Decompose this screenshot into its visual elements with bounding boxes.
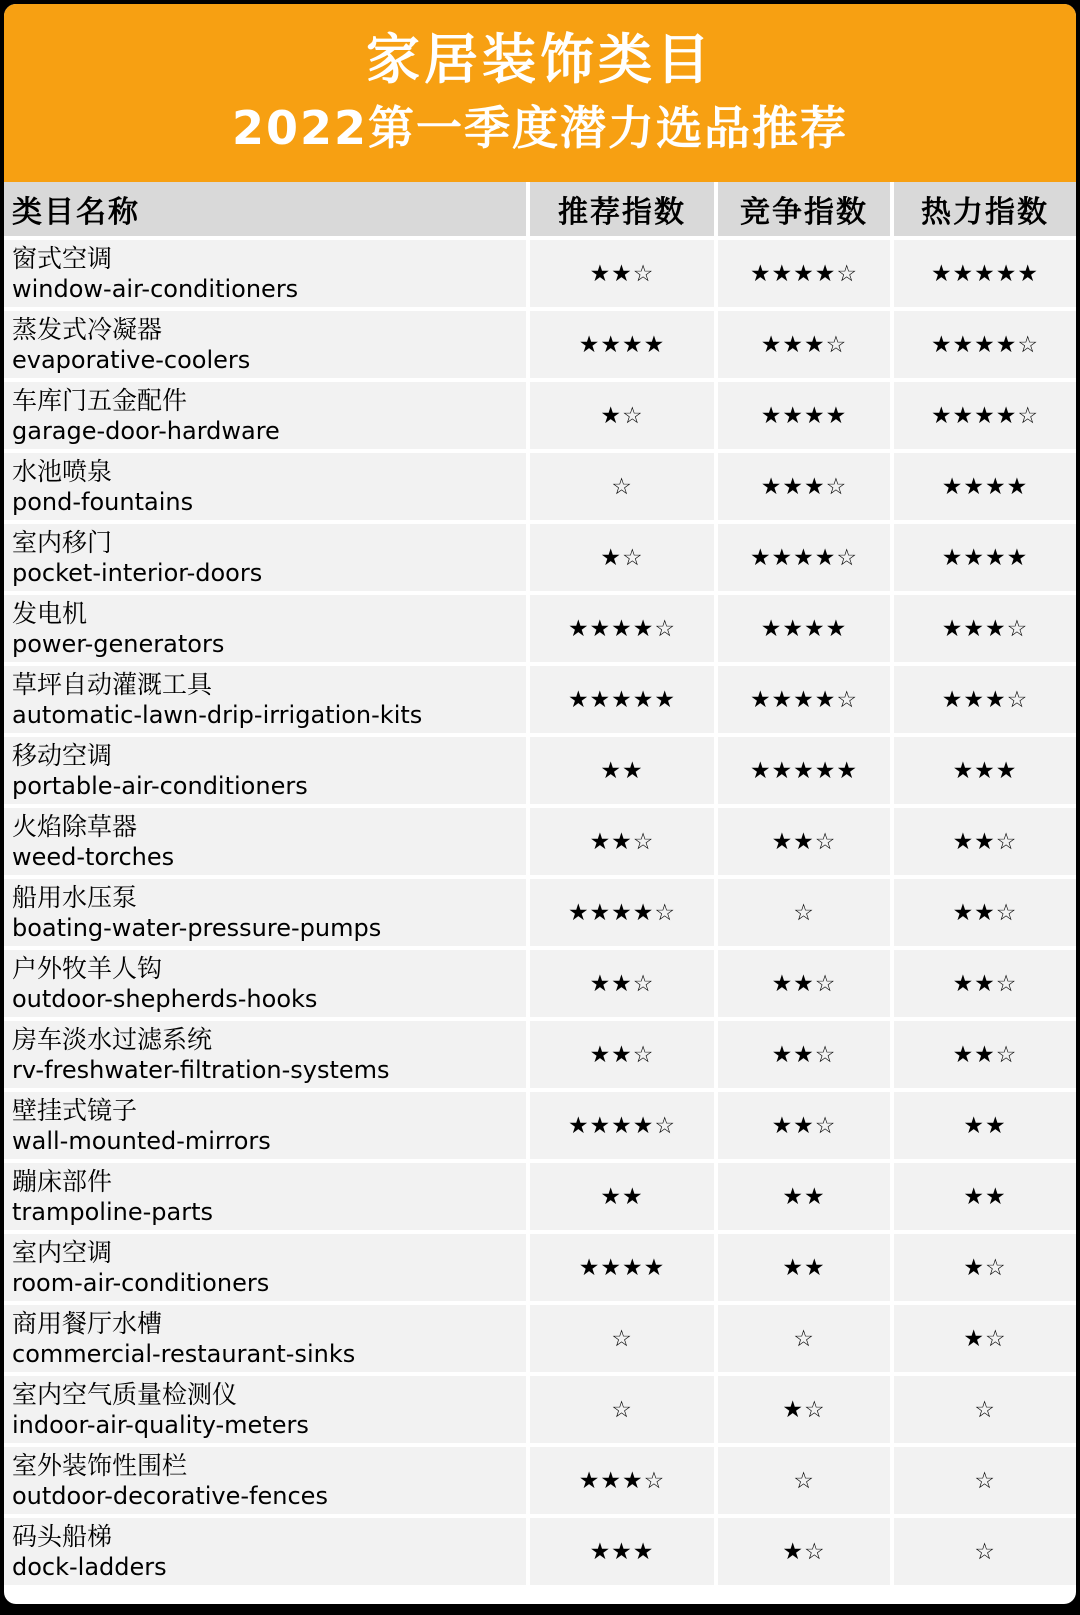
heat-index-stars: ★★★: [952, 757, 1018, 784]
category-name-english: power-generators: [12, 629, 225, 658]
recommend-index-stars: ★★: [600, 1183, 644, 1210]
category-name-cell: [4, 309, 528, 380]
recommend-index-stars: ★☆: [600, 544, 644, 571]
recommend-index-stars-cell: [528, 1516, 716, 1587]
category-name-chinese: 水池喷泉: [12, 456, 113, 486]
recommend-index-stars: ★★★☆: [578, 1467, 666, 1494]
competition-index-stars: ☆: [793, 1325, 815, 1352]
recommend-index-stars-cell: [528, 238, 716, 309]
category-name-english: pocket-interior-doors: [12, 558, 263, 587]
heat-index-stars-cell: [892, 238, 1076, 309]
heat-index-stars-cell: [892, 1090, 1076, 1161]
heat-index-stars: ★★★☆: [941, 615, 1029, 642]
table-row: [4, 806, 1076, 877]
heat-index-stars-cell: [892, 451, 1076, 522]
recommend-index-stars-cell: [528, 877, 716, 948]
heat-index-stars-cell: [892, 735, 1076, 806]
category-name-cell: [4, 735, 528, 806]
page-title: 家居装饰类目: [366, 28, 714, 91]
recommend-index-stars-cell: [528, 522, 716, 593]
category-name-chinese: 草坪自动灌溉工具: [12, 669, 213, 699]
table-row: [4, 664, 1076, 735]
category-name-chinese: 室外装饰性围栏: [12, 1450, 188, 1480]
recommend-index-stars-cell: [528, 1090, 716, 1161]
competition-index-stars-cell: [716, 1516, 892, 1587]
recommend-index-stars: ☆: [611, 1396, 633, 1423]
category-name-cell: [4, 1090, 528, 1161]
category-name-cell: [4, 522, 528, 593]
category-name-chinese: 码头船梯: [12, 1521, 113, 1551]
recommend-index-stars-cell: [528, 309, 716, 380]
competition-index-stars: ☆: [793, 1467, 815, 1494]
recommend-index-stars: ★★★★★: [567, 686, 677, 713]
competition-index-stars-cell: [716, 522, 892, 593]
category-name-chinese: 发电机: [12, 598, 88, 628]
category-name-cell: [4, 1232, 528, 1303]
category-name-english: trampoline-parts: [12, 1197, 213, 1226]
competition-index-stars: ★★★☆: [760, 331, 848, 358]
competition-index-stars: ★★★★☆: [749, 544, 859, 571]
recommend-index-stars: ★★☆: [589, 828, 655, 855]
recommend-index-stars-cell: [528, 1445, 716, 1516]
heat-index-stars: ★★★★☆: [930, 402, 1040, 429]
table-row: [4, 1232, 1076, 1303]
category-name-chinese: 窗式空调: [12, 243, 113, 273]
column-header-recommend-index: 推荐指数: [528, 182, 716, 238]
heat-index-stars: ★☆: [963, 1325, 1007, 1352]
heat-index-stars: ★★★★★: [930, 260, 1040, 287]
table-row: [4, 1374, 1076, 1445]
category-name-chinese: 移动空调: [12, 740, 113, 770]
competition-index-stars: ★★★★☆: [749, 686, 859, 713]
recommend-index-stars: ★★★: [589, 1538, 655, 1565]
recommend-index-stars: ★☆: [600, 402, 644, 429]
table-row: [4, 238, 1076, 309]
column-header-heat-index: 热力指数: [892, 182, 1076, 238]
category-name-chinese: 火焰除草器: [12, 811, 138, 841]
category-name-english: evaporative-coolers: [12, 345, 251, 374]
category-name-cell: [4, 806, 528, 877]
heat-index-stars-cell: [892, 1232, 1076, 1303]
competition-index-stars: ★★☆: [771, 1041, 837, 1068]
competition-index-stars-cell: [716, 1303, 892, 1374]
recommend-index-stars: ★★☆: [589, 970, 655, 997]
heat-index-stars-cell: [892, 806, 1076, 877]
category-name-english: weed-torches: [12, 842, 175, 871]
table-row: [4, 451, 1076, 522]
category-name-english: window-air-conditioners: [12, 274, 299, 303]
recommend-index-stars: ☆: [611, 473, 633, 500]
recommend-index-stars-cell: [528, 1161, 716, 1232]
competition-index-stars-cell: [716, 735, 892, 806]
recommend-index-stars-cell: [528, 1232, 716, 1303]
table-row: [4, 735, 1076, 806]
competition-index-stars-cell: [716, 380, 892, 451]
recommend-index-stars-cell: [528, 806, 716, 877]
category-name-english: rv-freshwater-filtration-systems: [12, 1055, 390, 1084]
recommend-index-stars-cell: [528, 1303, 716, 1374]
category-name-english: wall-mounted-mirrors: [12, 1126, 271, 1155]
table-row: [4, 1445, 1076, 1516]
page-subtitle: 2022第一季度潜力选品推荐: [231, 101, 849, 155]
competition-index-stars: ★☆: [782, 1396, 826, 1423]
category-name-english: outdoor-shepherds-hooks: [12, 984, 318, 1013]
title-banner: [4, 4, 1076, 182]
category-name-cell: [4, 948, 528, 1019]
table-header-row: [4, 182, 1076, 238]
category-name-english: garage-door-hardware: [12, 416, 280, 445]
infographic-card: [4, 4, 1076, 1604]
competition-index-stars-cell: [716, 877, 892, 948]
heat-index-stars: ★★★★: [941, 473, 1029, 500]
category-name-cell: [4, 451, 528, 522]
competition-index-stars-cell: [716, 1090, 892, 1161]
category-name-cell: [4, 664, 528, 735]
column-header-competition-index: 竞争指数: [716, 182, 892, 238]
heat-index-stars: ★★★☆: [941, 686, 1029, 713]
competition-index-stars: ★★★★: [760, 615, 848, 642]
category-name-english: automatic-lawn-drip-irrigation-kits: [12, 700, 423, 729]
heat-index-stars-cell: [892, 380, 1076, 451]
recommend-index-stars: ☆: [611, 1325, 633, 1352]
category-name-english: outdoor-decorative-fences: [12, 1481, 328, 1510]
category-name-chinese: 户外牧羊人钩: [12, 953, 163, 983]
category-name-english: pond-fountains: [12, 487, 194, 516]
competition-index-stars-cell: [716, 948, 892, 1019]
recommend-index-stars-cell: [528, 948, 716, 1019]
competition-index-stars: ★★☆: [771, 970, 837, 997]
competition-index-stars-cell: [716, 1232, 892, 1303]
heat-index-stars: ★★☆: [952, 828, 1018, 855]
competition-index-stars-cell: [716, 664, 892, 735]
recommend-index-stars-cell: [528, 593, 716, 664]
recommend-index-stars: ★★★★☆: [567, 899, 677, 926]
heat-index-stars-cell: [892, 309, 1076, 380]
category-name-english: room-air-conditioners: [12, 1268, 270, 1297]
competition-index-stars: ★★☆: [771, 1112, 837, 1139]
table-row: [4, 1090, 1076, 1161]
category-name-chinese: 船用水压泵: [12, 882, 138, 912]
table-row: [4, 1019, 1076, 1090]
competition-index-stars: ★★★★: [760, 402, 848, 429]
table-row: [4, 593, 1076, 664]
heat-index-stars: ★★☆: [952, 1041, 1018, 1068]
table-row: [4, 877, 1076, 948]
category-name-cell: [4, 380, 528, 451]
category-name-english: boating-water-pressure-pumps: [12, 913, 382, 942]
category-name-cell: [4, 1019, 528, 1090]
competition-index-stars-cell: [716, 309, 892, 380]
heat-index-stars-cell: [892, 1445, 1076, 1516]
competition-index-stars: ★★☆: [771, 828, 837, 855]
table-row: [4, 380, 1076, 451]
recommend-index-stars: ★★★★☆: [567, 615, 677, 642]
heat-index-stars-cell: [892, 1019, 1076, 1090]
recommend-index-stars-cell: [528, 380, 716, 451]
category-name-cell: [4, 1303, 528, 1374]
competition-index-stars-cell: [716, 1445, 892, 1516]
table-row: [4, 1516, 1076, 1587]
category-name-chinese: 室内移门: [12, 527, 113, 557]
recommend-index-stars-cell: [528, 664, 716, 735]
competition-index-stars: ★★★☆: [760, 473, 848, 500]
category-name-chinese: 室内空调: [12, 1237, 113, 1267]
recommend-index-stars: ★★☆: [589, 1041, 655, 1068]
category-name-cell: [4, 593, 528, 664]
heat-index-stars-cell: [892, 1516, 1076, 1587]
competition-index-stars: ★★: [782, 1183, 826, 1210]
heat-index-stars: ★★☆: [952, 970, 1018, 997]
category-name-english: portable-air-conditioners: [12, 771, 308, 800]
competition-index-stars: ☆: [793, 899, 815, 926]
heat-index-stars-cell: [892, 1161, 1076, 1232]
heat-index-stars: ★★★★: [941, 544, 1029, 571]
heat-index-stars-cell: [892, 1374, 1076, 1445]
category-name-english: dock-ladders: [12, 1552, 167, 1581]
recommend-index-stars-cell: [528, 451, 716, 522]
competition-index-stars-cell: [716, 451, 892, 522]
heat-index-stars: ★★☆: [952, 899, 1018, 926]
recommend-index-stars-cell: [528, 1019, 716, 1090]
heat-index-stars: ☆: [974, 1538, 996, 1565]
category-name-chinese: 房车淡水过滤系统: [12, 1024, 213, 1054]
recommend-index-stars-cell: [528, 1374, 716, 1445]
heat-index-stars: ★☆: [963, 1254, 1007, 1281]
competition-index-stars: ★★★★☆: [749, 260, 859, 287]
heat-index-stars-cell: [892, 664, 1076, 735]
heat-index-stars: ☆: [974, 1467, 996, 1494]
column-header-category-name: 类目名称: [4, 182, 528, 238]
table-row: [4, 1161, 1076, 1232]
competition-index-stars-cell: [716, 806, 892, 877]
competition-index-stars: ★☆: [782, 1538, 826, 1565]
competition-index-stars-cell: [716, 1161, 892, 1232]
category-name-english: indoor-air-quality-meters: [12, 1410, 309, 1439]
category-name-cell: [4, 1445, 528, 1516]
category-name-english: commercial-restaurant-sinks: [12, 1339, 356, 1368]
table-row: [4, 309, 1076, 380]
category-name-chinese: 商用餐厅水槽: [12, 1308, 163, 1338]
category-name-cell: [4, 1516, 528, 1587]
competition-index-stars-cell: [716, 1374, 892, 1445]
category-name-chinese: 蹦床部件: [12, 1166, 113, 1196]
category-name-cell: [4, 1161, 528, 1232]
category-name-cell: [4, 1374, 528, 1445]
category-name-cell: [4, 877, 528, 948]
heat-index-stars: ★★★★☆: [930, 331, 1040, 358]
heat-index-stars: ☆: [974, 1396, 996, 1423]
category-table: [4, 182, 1076, 1589]
competition-index-stars-cell: [716, 593, 892, 664]
recommend-index-stars: ★★: [600, 757, 644, 784]
recommend-index-stars: ★★★★: [578, 331, 666, 358]
heat-index-stars-cell: [892, 1303, 1076, 1374]
competition-index-stars-cell: [716, 238, 892, 309]
category-name-cell: [4, 238, 528, 309]
heat-index-stars: ★★: [963, 1183, 1007, 1210]
category-name-chinese: 室内空气质量检测仪: [12, 1379, 238, 1409]
heat-index-stars: ★★: [963, 1112, 1007, 1139]
heat-index-stars-cell: [892, 877, 1076, 948]
heat-index-stars-cell: [892, 948, 1076, 1019]
table-row: [4, 522, 1076, 593]
table-row: [4, 1303, 1076, 1374]
category-name-chinese: 车库门五金配件: [12, 385, 188, 415]
table-row: [4, 948, 1076, 1019]
heat-index-stars-cell: [892, 593, 1076, 664]
category-name-chinese: 壁挂式镜子: [12, 1095, 138, 1125]
heat-index-stars-cell: [892, 522, 1076, 593]
recommend-index-stars: ★★☆: [589, 260, 655, 287]
recommend-index-stars-cell: [528, 735, 716, 806]
category-name-chinese: 蒸发式冷凝器: [12, 314, 163, 344]
competition-index-stars: ★★: [782, 1254, 826, 1281]
recommend-index-stars: ★★★★☆: [567, 1112, 677, 1139]
recommend-index-stars: ★★★★: [578, 1254, 666, 1281]
competition-index-stars: ★★★★★: [749, 757, 859, 784]
table-body: [4, 238, 1076, 1587]
competition-index-stars-cell: [716, 1019, 892, 1090]
